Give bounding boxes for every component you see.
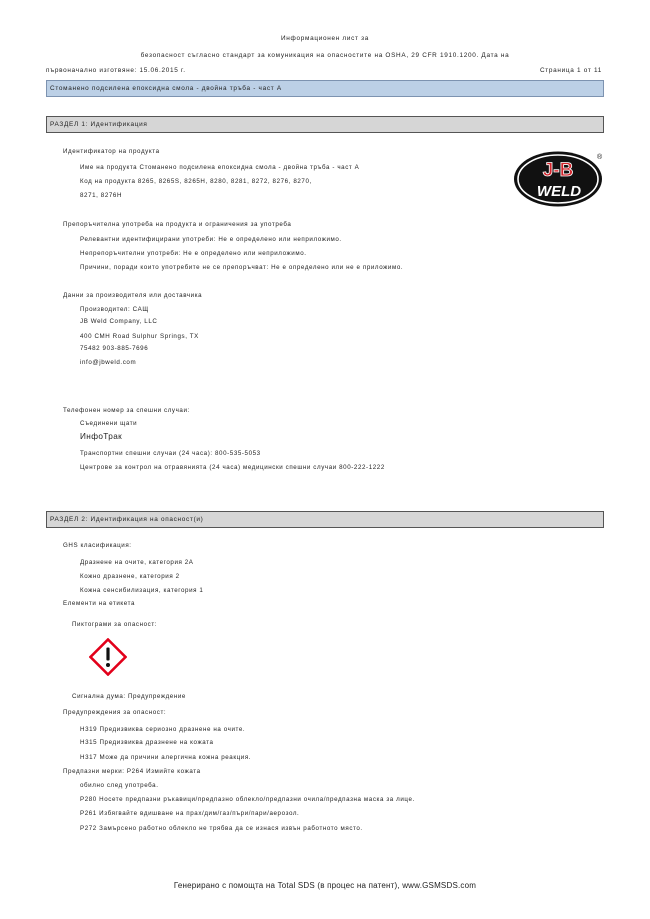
manufacturer: Производител: САЩ (80, 306, 149, 313)
hazard-h315: H315 Предизвиква дразнене на кожата (80, 739, 214, 746)
label-elements-label: Елементи на етикета (63, 600, 136, 607)
hazard-statements-label: Предупреждения за опасност: (63, 709, 167, 716)
company-name: JB Weld Company, LLC (80, 318, 158, 325)
logo-weld-text: WELD (536, 183, 582, 200)
logo-jb-text: J-B (542, 160, 574, 181)
signal-word: Сигнална дума: Предупреждение (72, 693, 186, 700)
recommended-use-label: Препоръчителна употреба на продукта и ограничения за употреба (63, 221, 292, 228)
classification-skin: Кожно дразнене, категория 2 (80, 573, 180, 580)
section-2-title: РАЗДЕЛ 2: Идентификация на опасност(и) (50, 516, 204, 523)
section-1-bar (46, 116, 604, 133)
section-2-bar (46, 511, 604, 528)
reasons-not-recommended: Причини, поради които употребите не се препоръчват: Не е определено или не е приложимо. (80, 264, 404, 271)
emergency-country: Съединени щати (80, 420, 138, 427)
precautionary-p280: P280 Носете предпазни ръкавици/предпазно облекло/предпазни очила/предпазна маска за лице. (80, 796, 415, 803)
product-code-1: Код на продукта 8265, 8265S, 8265H, 8280, 8281, 8272, 8276, 8270, (80, 178, 312, 185)
header-title: Информационен лист за (281, 35, 369, 42)
poison-control: Центрове за контрол на отравянията (24 часа) медицински спешни случаи 800-222-1222 (80, 464, 385, 471)
ghs-classification-label: GHS класификация: (63, 542, 132, 549)
classification-eye: Дразнене на очите, категория 2A (80, 559, 194, 566)
precautionary-p261: P261 Избягвайте вдишване на прах/дим/газ/пъри/пари/аерозол. (80, 810, 300, 817)
footer-text: Генерирано с помощта на Total SDS (в процес на патент), www.GSMSDS.com (173, 881, 477, 890)
header-subtitle: безопасност съгласно стандарт за комуникация на опасностите на OSHA, 29 CFR 1910.1200. Дата на (140, 52, 510, 59)
emergency-phone-label: Телефонен номер за спешни случаи: (63, 407, 190, 414)
product-identifier-label: Идентификатор на продукта (63, 148, 160, 155)
jb-weld-logo (513, 150, 605, 208)
infotrac: ИнфоТрак (80, 432, 123, 441)
section-1-title: РАЗДЕЛ 1: Идентификация (50, 121, 148, 128)
product-name-bar-text: Стоманено подсилена епоксидна смола - двойна тръба - част A (50, 85, 282, 92)
product-name-bar (46, 80, 604, 97)
supplier-label: Данни за производителя или доставчика (63, 292, 203, 299)
classification-sensitization: Кожна сенсибилизация, категория 1 (80, 587, 204, 594)
transport-emergency: Транспортни спешни случаи (24 часа): 800-535-5053 (80, 450, 261, 457)
precautionary-p264: Предпазни мерки: P264 Измийте кожата (63, 768, 201, 775)
product-code-2: 8271, 8276H (80, 192, 123, 199)
exclamation-mark-pictogram-icon (89, 638, 127, 676)
relevant-uses: Релевантни идентифицирани употреби: Не е определено или неприложимо. (80, 236, 342, 243)
page-number: Страница 1 от 11 (539, 67, 602, 74)
uses-advised-against: Непрепоръчителни употреби: Не е определено или неприложимо. (80, 250, 307, 257)
hazard-h317: H317 Може да причини алергична кожна реакция. (80, 754, 252, 761)
logo-registered: ® (597, 154, 603, 161)
product-name: Име на продукта Стоманено подсилена епоксидна смола - двойна тръба - част A (80, 164, 360, 171)
precautionary-p272: P272 Замърсено работно облекло не трябва да се изнася извън работното място. (80, 825, 363, 832)
header-date: първоначално изготвяне: 15.06.2015 г. (46, 67, 186, 74)
company-email: info@jbweld.com (80, 359, 137, 366)
company-address: 400 CMH Road Sulphur Springs, TX (80, 333, 199, 340)
pictograms-label: Пиктограми за опасност: (72, 621, 158, 628)
precautionary-p264-cont: обилно след употреба. (80, 782, 159, 789)
hazard-h319: H319 Предизвиква сериозно дразнене на очите. (80, 726, 246, 733)
company-phone: 75482 903-885-7696 (80, 345, 149, 352)
